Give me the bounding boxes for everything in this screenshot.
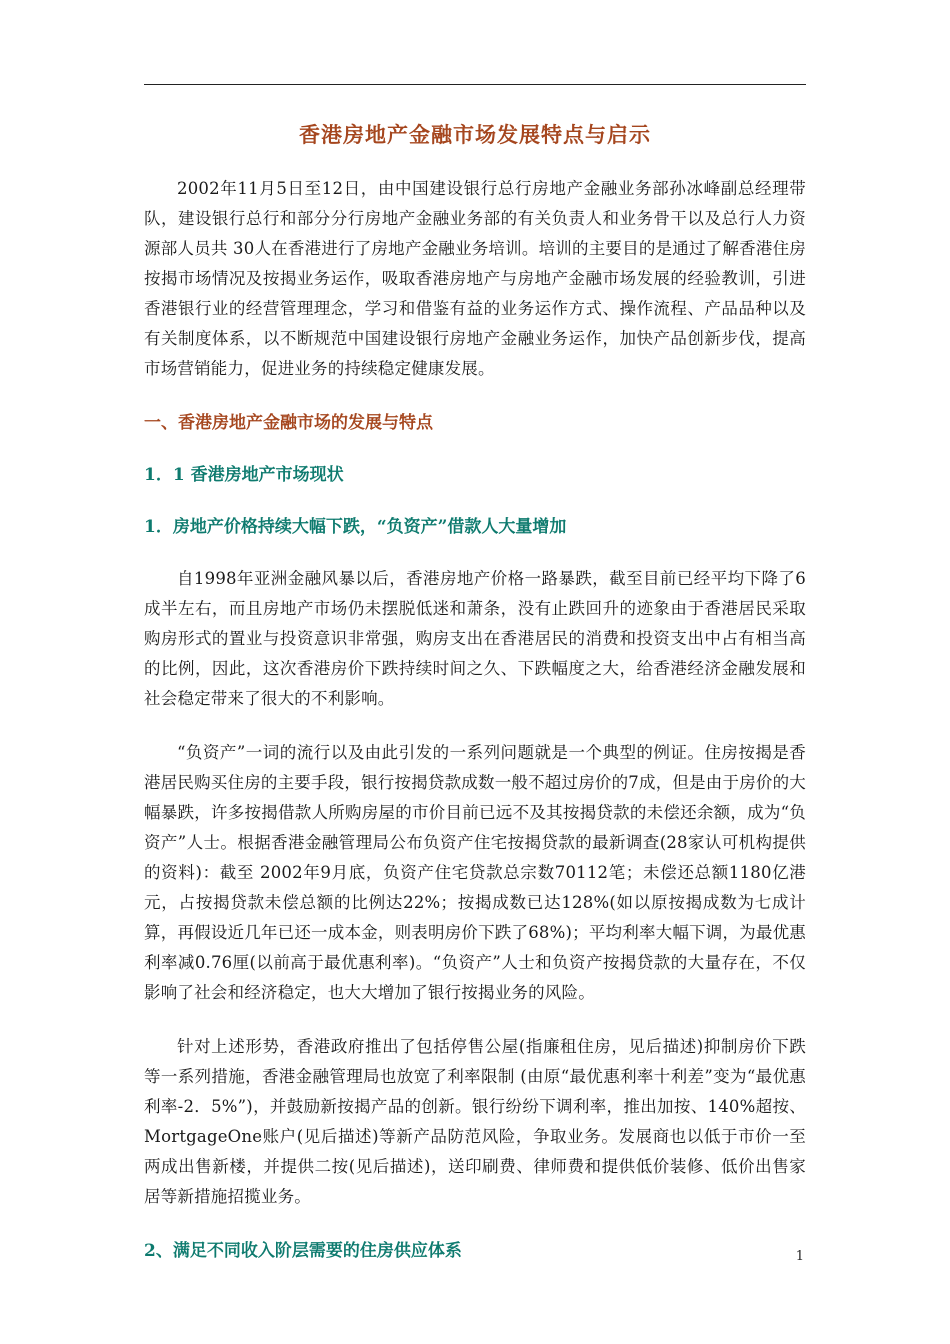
page-number: 1 [795, 1249, 804, 1264]
section-heading-1: 一、香港房地产金融市场的发展与特点 [144, 413, 433, 433]
point-heading-2: 2、满足不同收入阶层需要的住房供应体系 [144, 1241, 462, 1261]
body-paragraph-3: 针对上述形势，香港政府推出了包括停售公屋(指廉租住房，见后描述)抑制房价下跌等一系列措施，香港金融管理局也放宽了利率限制 (由原“最优惠利率十利差”变为“最优惠利率-2．5%”)，并鼓励新按揭产品的创新。银行纷纷下调利率，推出加按、140%超按、MortgageOne账户(见后描述)等新产品防范风险，争取业务。发展商也以低于市价一至两成出售新楼，并提供二按(见后描述)，送印刷费、律师费和提供低价装修、低价出售家居等新措施招揽业务。 [144, 1037, 806, 1206]
document-title: 香港房地产金融市场发展特点与启示 [299, 122, 651, 147]
document-body [144, 118, 806, 1266]
body-paragraph-2: “负资产”一词的流行以及由此引发的一系列问题就是一个典型的例证。住房按揭是香港居民购买住房的主要手段，银行按揭贷款成数一般不超过房价的7成，但是由于房价的大幅暴跌，许多按揭借款人所购房屋的市价目前已远不及其按揭贷款的未偿还余额，成为“负资产”人士。根据香港金融管理局公布负资产住宅按揭贷款的最新调查(28家认可机构提供的资料)：截至 2002年9月底，负资产住宅贷款总宗数70112笔；未偿还总额1180亿港元，占按揭贷款未偿总额的比例达22%；按揭成数已达128%(如以原按揭成数为七成计算，再假设近几年已还一成本金，则表明房价下跌了68%)；平均利率大幅下调，为最优惠利率减0.76厘(以前高于最优惠利率)。“负资产”人士和负资产按揭贷款的大量存在，不仅影响了社会和经济稳定，也大大增加了银行按揭业务的风险。 [144, 743, 806, 1002]
header-rule [144, 84, 806, 85]
intro-paragraph: 2002年11月5日至12日，由中国建设银行总行房地产金融业务部孙冰峰副总经理带队，建设银行总行和部分分行房地产金融业务部的有关负责人和业务骨干以及总行人力资源部人员共 30人在香港进行了房地产金融业务培训。培训的主要目的是通过了解香港住房按揭市场情况及按揭业务运作，吸取香港房地产与房地产金融市场发展的经验教训，引进香港银行业的经营管理理念，学习和借鉴有益的业务运作方式、操作流程、产品品种以及有关制度体系，以不断规范中国建设银行房地产金融业务运作，加快产品创新步伐，提高市场营销能力，促进业务的持续稳定健康发展。 [144, 179, 806, 378]
point-heading-1: 1．房地产价格持续大幅下跌，“负资产”借款人大量增加 [144, 517, 567, 537]
subsection-heading-1-1: 1．1 香港房地产市场现状 [144, 465, 344, 485]
body-paragraph-1: 自1998年亚洲金融风暴以后，香港房地产价格一路暴跌，截至目前已经平均下降了6成半左右，而且房地产市场仍未摆脱低迷和萧条，没有止跌回升的迹象由于香港居民采取购房形式的置业与投资意识非常强，购房支出在香港居民的消费和投资支出中占有相当高的比例，因此，这次香港房价下跌持续时间之久、下跌幅度之大，给香港经济金融发展和社会稳定带来了很大的不利影响。 [144, 569, 806, 708]
